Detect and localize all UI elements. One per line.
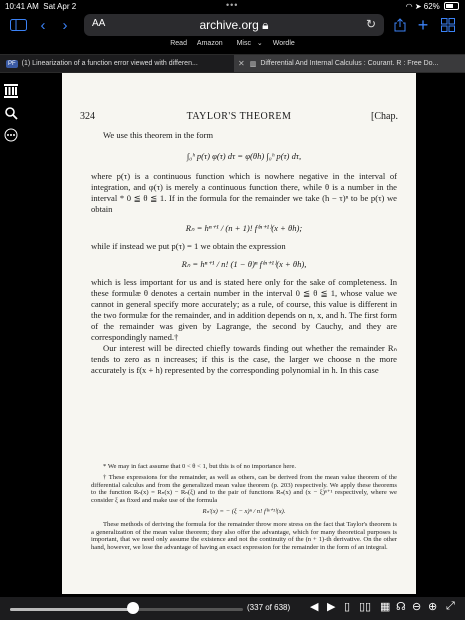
previous-page-icon[interactable]: ◀ [310,601,319,613]
status-right [406,2,459,11]
paragraph: where p(τ) is a continuous function which is nowhere negative in the interval of integration, and φ(τ) is merely a continuous function there, while θ is a number in the interval * 0 ≦ θ ≦ 1. If in the formula for the remainder we take (h − τ)ⁿ to be p(τ) we obtain [91,170,397,214]
page-title: TAYLOR'S THEOREM [186,111,292,122]
tab-courant-calculus[interactable] [234,55,465,72]
page-slider-fill [10,608,133,611]
page-number: 324 [80,111,95,122]
equation: Rₙ = hⁿ⁺¹ / n! (1 − θ)ⁿ f⁽ⁿ⁺¹⁾(x + θh), [181,259,307,270]
wifi-icon: ◠ [405,2,413,11]
book-page [62,73,416,594]
status-time: 10:41 AM Sat Apr 2 [5,2,77,11]
paragraph: while if instead we put p(τ) = 1 we obtain the expression [91,240,286,251]
tab-overview-icon[interactable] [437,13,459,37]
two-page-view-icon[interactable]: ▯▯ [359,601,372,613]
tab-linearization[interactable] [0,55,236,72]
footnotes [91,463,397,555]
paragraph: Our interest will be directed chiefly towards finding out whether the remainder Rₙ tends to zero as n increases; if this is the case, the larger we choose n the more accurately is f(x + h) represented by the corresponding polynomial in h. In this case [91,342,397,375]
favorite-misc[interactable]: Misc ⌄ [236,40,263,47]
page-slider-thumb[interactable] [127,602,139,614]
reader-aa-button[interactable]: AA [92,18,106,29]
archive-favicon-icon: ▥ [249,60,257,68]
equation: Rₙ = hⁿ⁺¹ / (n + 1)! f⁽ⁿ⁺¹⁾(x + θh); [185,222,303,233]
footnote-equation: Rₙ′(x) = − (ξ − x)ⁿ / n! f⁽ⁿ⁺¹⁾(x). [202,507,286,515]
tab-bar [0,54,465,73]
next-page-icon[interactable]: ▶ [327,601,336,613]
new-tab-plus-icon[interactable]: + [417,14,429,35]
favorite-wordle[interactable]: Wordle [272,40,295,47]
favorite-amazon[interactable]: Amazon [196,40,223,47]
page-count: (337 of 638) [247,603,291,612]
zoom-out-icon[interactable]: ⊖ [412,601,422,613]
page-body [91,130,397,376]
equation: ∫₀ʰ p(τ) φ(τ) dτ = φ(θh) ∫₀ʰ p(τ) dτ, [186,150,302,161]
read-aloud-headphones-icon[interactable]: ☊ [396,601,406,613]
footnote: * We may in fact assume that 0 < θ < 1, but this is of no importance here. [103,463,297,470]
status-bar [0,0,465,13]
battery-percent: 62% [423,2,440,11]
battery-icon [444,2,459,10]
address-bar[interactable] [84,14,384,36]
tab-close-icon[interactable]: ✕ [238,59,245,68]
lock-icon: 🔒︎ [262,18,269,32]
search-icon[interactable] [0,102,22,124]
paragraph: We use this theorem in the form [103,130,214,140]
thumbnail-grid-icon[interactable]: ▦ [380,601,391,613]
location-icon: ➤ [414,2,422,11]
back-chevron-icon[interactable]: ‹ [40,16,46,34]
footnote: † These expressions for the remainder, as well as others, can be derived from the mean value theorem of the differential calculus and from the generalized mean value theorem (p. 203) respectively. We apply these theorems to the function Rₙ(x) = Rₙ(x) − Rₙ(ξ) and to the pair of functions Rₙ(x) and (x − ξ)ⁿ⁺¹ respectively, where we consider ξ as fixed and make use of the formula [91,473,397,505]
tab-title: (1) Linearization of a function error viewed with differen... [21,60,198,67]
page-header [80,111,398,123]
more-options-icon[interactable] [0,124,22,146]
footnote: These methods of deriving the formula for the remainder throw more stress on the fact that Taylor's theorem is a generalization of the mean value theorem; they also offer the advantage, which for many theoretical purposes is important, that we need only assume the existence and not the continuity of the (n + 1)-th derivative. On the other hand, however, we lose the advantage of having an exact expression for the remainder in the form of an integral. [91,520,397,552]
share-icon[interactable] [390,13,410,37]
archive-side-icons [0,80,22,146]
favorites-bar [0,39,465,51]
single-page-view-icon[interactable]: ▯ [344,601,351,613]
reader-bottom-bar [0,597,465,620]
zoom-in-icon[interactable]: ⊕ [428,601,438,613]
chapter-label: [Chap. [371,111,398,122]
multitasking-dots-icon[interactable]: ••• [226,0,239,10]
reload-icon[interactable]: ↻ [365,17,376,31]
fullscreen-icon[interactable]: ⤢ [446,600,455,612]
favorite-read[interactable]: Read [170,40,187,47]
forward-chevron-icon[interactable]: › [62,16,68,34]
archive-logo-icon[interactable] [0,80,22,102]
address-url: archive.org 🔒︎ [199,18,269,32]
tab-favicon: PF [8,60,16,67]
sidebar-toggle-icon[interactable] [6,13,30,37]
tab-title: Differential And Internal Calculus : Courant. R : Free Do... [260,60,439,67]
paragraph: which is less important for us and is stated here only for the sake of completeness. In these formulæ θ denotes a certain number in the interval 0 ≦ θ ≦ 1, whose value we cannot in general specify more accurately; as a rule, of course, this value is different in the two formulæ for the remainder, and in addition depends on n, x, and h. The first form of the remainder was given by Lagrange, the second by Cauchy, and they are correspondingly named.† [91,277,397,342]
